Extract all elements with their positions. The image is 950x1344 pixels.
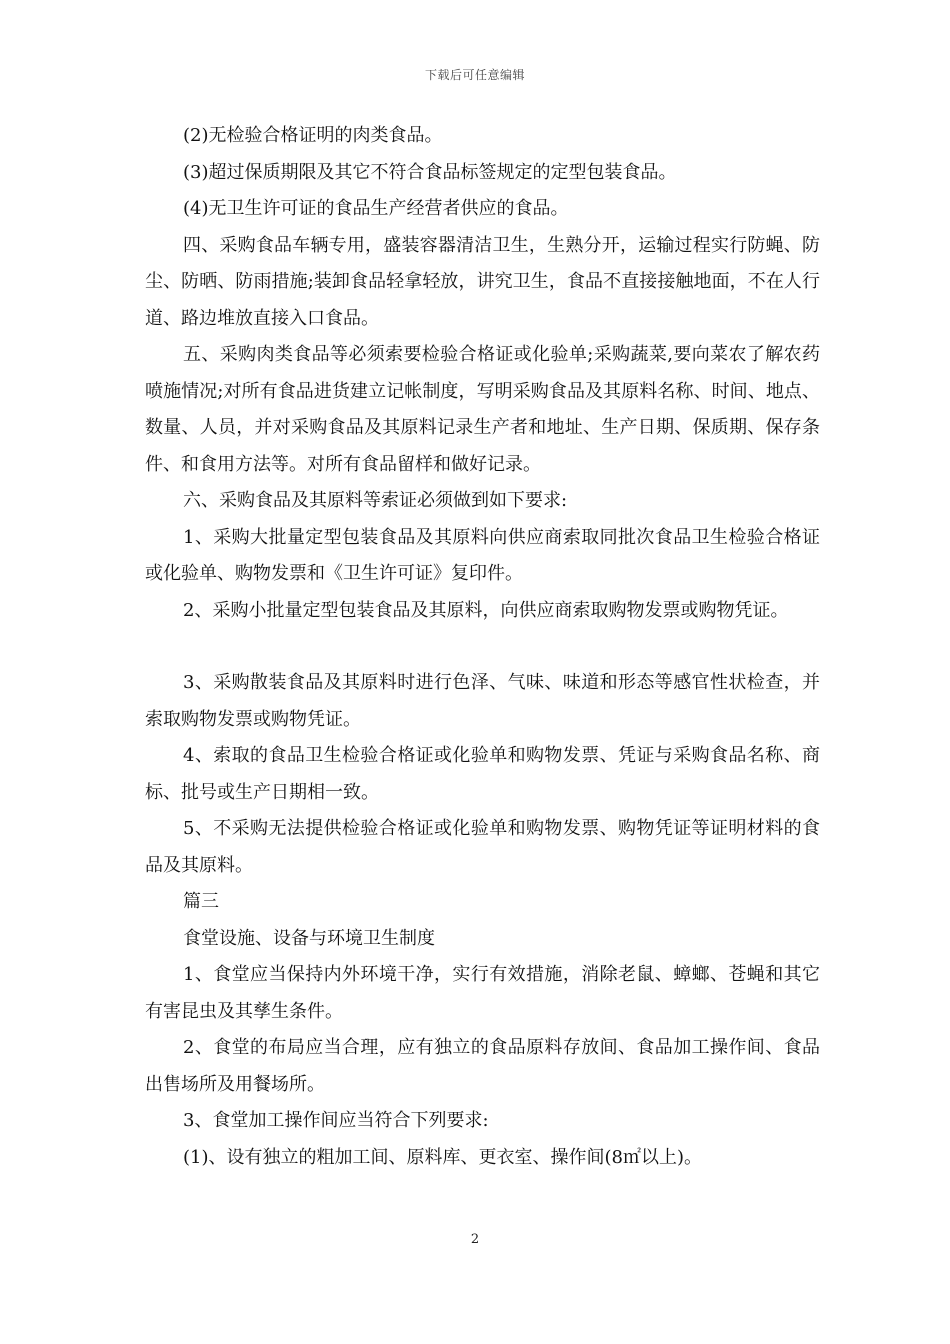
paragraph: (4)无卫生许可证的食品生产经营者供应的食品。 — [183, 198, 569, 219]
paragraph: (1)、设有独立的粗加工间、原料库、更衣室、操作间(8㎡以上)。 — [183, 1146, 702, 1168]
paragraph: 五、采购肉类食品等必须索要检验合格证或化验单;采购蔬菜,要向菜农了解农药喷施情况;对所有食品进货建立记帐制度，写明采购食品及其原料名称、时间、地点、数量、人员，并对采购食品及其原料记录生产者和地址、生产日期、保质期、保存条件、和食用方法等。对所有食品留样和做好记录。 — [145, 344, 820, 475]
paragraph: (3)超过保质期限及其它不符合食品标签规定的定型包装食品。 — [183, 161, 677, 183]
section-heading: 篇三 — [183, 891, 219, 912]
page-number: 2 — [470, 1232, 480, 1247]
page-header: 下载后可任意编辑 — [424, 68, 525, 82]
paragraph: 四、采购食品车辆专用，盛装容器清洁卫生，生熟分开，运输过程实行防蝇、防尘、防晒、防雨措施;装卸食品轻拿轻放，讲究卫生，食品不直接接触地面，不在人行道、路边堆放直接入口食品。 — [145, 234, 820, 329]
paragraph: 2、采购小批量定型包装食品及其原料，向供应商索取购物发票或购物凭证。 — [183, 599, 789, 621]
paragraph: 六、采购食品及其原料等索证必须做到如下要求: — [183, 490, 568, 511]
paragraph: 1、采购大批量定型包装食品及其原料向供应商索取同批次食品卫生检验合格证或化验单、购物发票和《卫生许可证》复印件。 — [145, 526, 820, 584]
paragraph: 1、食堂应当保持内外环境干净，实行有效措施，消除老鼠、蟑螂、苍蝇和其它有害昆虫及其孳生条件。 — [145, 964, 820, 1022]
paragraph: 5、不采购无法提供检验合格证或化验单和购物发票、购物凭证等证明材料的食品及其原料。 — [145, 818, 820, 876]
blank-line — [145, 629, 820, 665]
paragraph: (2)无检验合格证明的肉类食品。 — [183, 125, 443, 146]
section-title: 食堂设施、设备与环境卫生制度 — [183, 927, 435, 949]
paragraph: 3、采购散装食品及其原料时进行色泽、气味、味道和形态等感官性状检查，并索取购物发票或购物凭证。 — [145, 672, 820, 730]
document-body — [145, 118, 820, 1176]
paragraph: 3、食堂加工操作间应当符合下列要求: — [183, 1110, 489, 1131]
paragraph: 2、食堂的布局应当合理，应有独立的食品原料存放间、食品加工操作间、食品出售场所及用餐场所。 — [145, 1037, 820, 1095]
paragraph: 4、索取的食品卫生检验合格证或化验单和购物发票、凭证与采购食品名称、商标、批号或生产日期相一致。 — [145, 745, 820, 803]
